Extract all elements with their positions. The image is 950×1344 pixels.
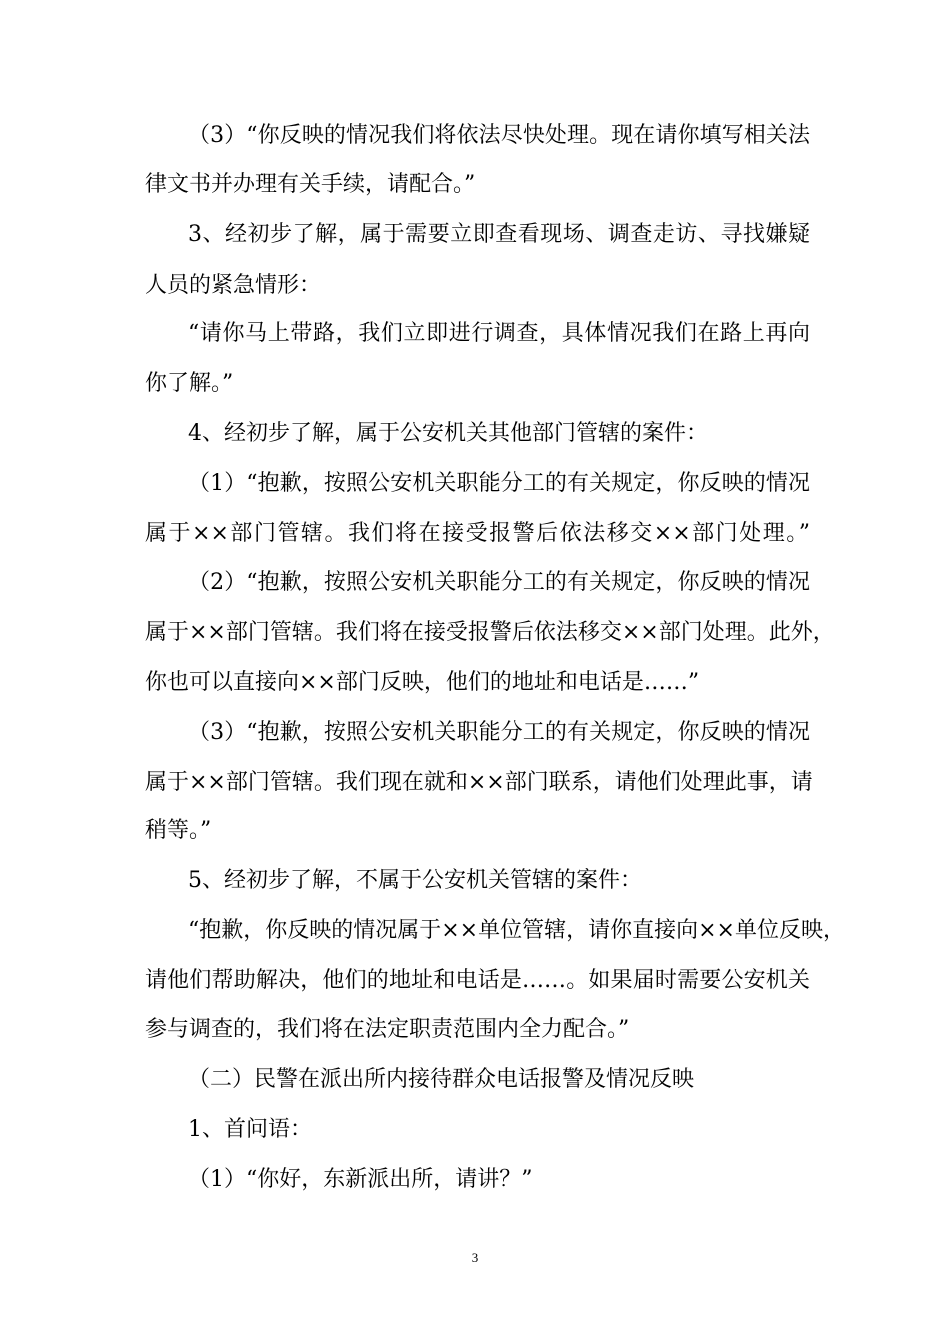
text-line: 律文书并办理有关手续，请配合。”: [145, 172, 476, 197]
text-line: （3）“抱歉，按照公安机关职能分工的有关规定，你反映的情况: [188, 720, 810, 745]
text-line: （1）“你好，东新派出所，请讲？”: [188, 1167, 533, 1192]
text-line: 请他们帮助解决，他们的地址和电话是……。如果届时需要公安机关: [145, 968, 810, 993]
text-line: “请你马上带路，我们立即进行调查，具体情况我们在路上再向: [188, 321, 810, 346]
text-line: 属于××部门管辖。我们现在就和××部门联系，请他们处理此事，请: [145, 770, 813, 795]
text-line: 你了解。”: [145, 371, 234, 396]
text-line: （1）“抱歉，按照公安机关职能分工的有关规定，你反映的情况: [188, 471, 810, 496]
text-line: 1、首问语：: [188, 1117, 312, 1142]
text-line: 属于××部门管辖。我们将在接受报警后依法移交××部门处理。”: [145, 521, 810, 546]
text-line: “抱歉，你反映的情况属于××单位管辖，请你直接向××单位反映，: [188, 918, 845, 943]
text-line: （3）“你反映的情况我们将依法尽快处理。现在请你填写相关法: [188, 123, 810, 148]
text-line: 5、经初步了解，不属于公安机关管辖的案件：: [188, 868, 642, 893]
text-line: 你也可以直接向××部门反映，他们的地址和电话是……”: [145, 670, 700, 695]
text-line: 属于××部门管辖。我们将在接受报警后依法移交××部门处理。此外，: [145, 620, 835, 645]
text-line: （二）民警在派出所内接待群众电话报警及情况反映: [188, 1067, 695, 1092]
page-number: 3: [471, 1250, 479, 1265]
text-line: 稍等。”: [145, 818, 212, 843]
text-line: 3、经初步了解，属于需要立即查看现场、调查走访、寻找嫌疑: [188, 222, 810, 247]
text-line: 参与调查的，我们将在法定职责范围内全力配合。”: [145, 1017, 630, 1042]
text-line: 人员的紧急情形：: [145, 273, 322, 298]
text-line: 4、经初步了解，属于公安机关其他部门管辖的案件：: [188, 421, 708, 446]
text-line: （2）“抱歉，按照公安机关职能分工的有关规定，你反映的情况: [188, 570, 810, 595]
